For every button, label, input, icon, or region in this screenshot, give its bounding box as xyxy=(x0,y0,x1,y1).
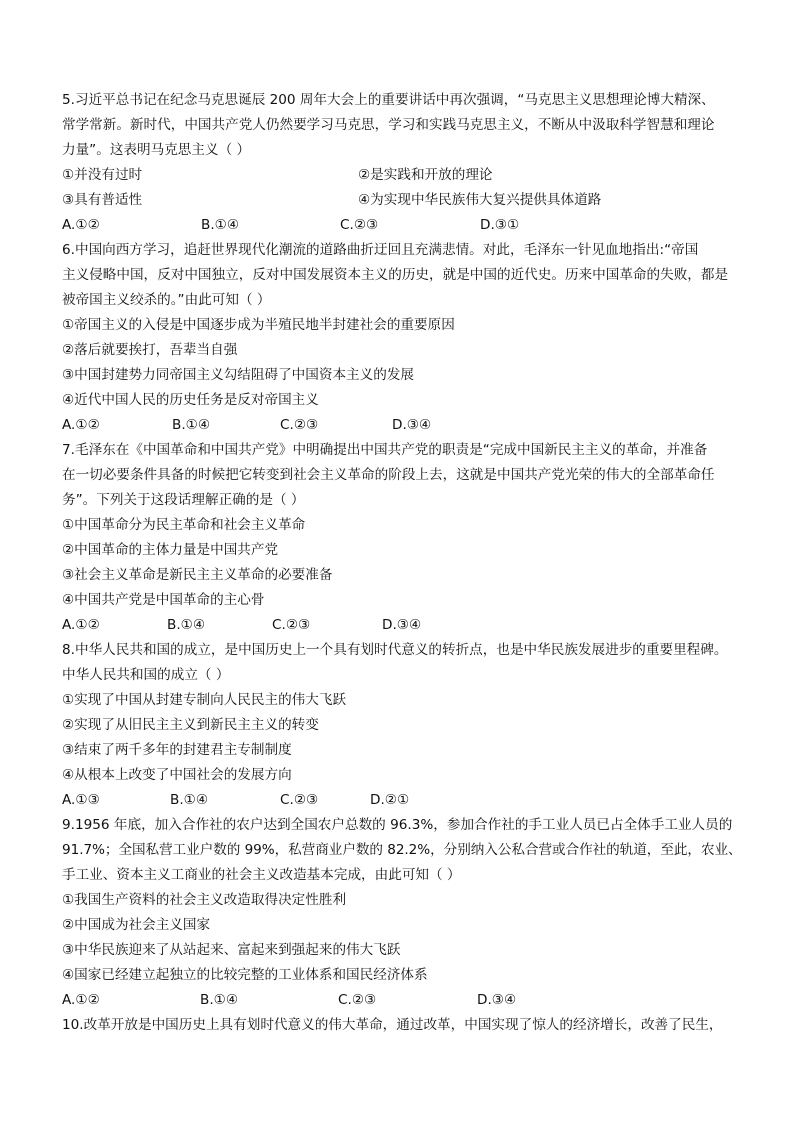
question-8 xyxy=(62,638,742,813)
answer-d: D.③① xyxy=(480,217,520,233)
question-stem-line: 务”。下列关于这段话理解正确的是（ ） xyxy=(62,492,305,508)
answer-d: D.③④ xyxy=(477,992,517,1008)
option-2: ②是实践和开放的理论 xyxy=(358,167,493,183)
answer-b: B.①④ xyxy=(170,792,209,808)
answer-a: A.①② xyxy=(62,217,100,233)
answer-b: B.①④ xyxy=(200,992,239,1008)
option-1: ①我国生产资料的社会主义改造取得决定性胜利 xyxy=(62,892,347,908)
question-stem-line: 常学常新。新时代，中国共产党人仍然要学习马克思，学习和实践马克思主义，不断从中汲取科学智慧和理论 xyxy=(62,117,715,133)
answer-choices xyxy=(62,413,742,438)
question-stem-line: 被帝国主义绞杀的。”由此可知（ ） xyxy=(62,292,271,308)
option-4: ④近代中国人民的历史任务是反对帝国主义 xyxy=(62,392,319,408)
answer-choices xyxy=(62,613,742,638)
answer-a: A.①② xyxy=(62,617,100,633)
question-7 xyxy=(62,438,742,638)
answer-d: D.③④ xyxy=(392,417,432,433)
option-1: ①中国革命分为民主革命和社会主义革命 xyxy=(62,517,306,533)
option-2: ②落后就要挨打，吾辈当自强 xyxy=(62,342,238,358)
option-1: ①并没有过时 xyxy=(62,167,143,183)
option-row xyxy=(62,163,742,188)
option-3: ③中华民族迎来了从站起来、富起来到强起来的伟大飞跃 xyxy=(62,942,401,958)
option-2: ②中国革命的主体力量是中国共产党 xyxy=(62,542,279,558)
answer-b: B.①④ xyxy=(201,217,240,233)
answer-b: B.①④ xyxy=(167,617,206,633)
question-stem-line: 在一切必要条件具备的时候把它转变到社会主义革命的阶段上去，这就是中国共产党光荣的伟大的全部革命任 xyxy=(62,467,715,483)
option-4: ④中国共产党是中国革命的主心骨 xyxy=(62,592,265,608)
answer-d: D.③④ xyxy=(382,617,422,633)
option-3: ③社会主义革命是新民主主义革命的必要准备 xyxy=(62,567,333,583)
question-6 xyxy=(62,238,742,438)
option-2: ②实现了从旧民主主义到新民主主义的转变 xyxy=(62,717,319,733)
question-stem-line: 91.7%；全国私营工业户数的 99%，私营商业户数的 82.2%，分别纳入公私合营或合作社的轨道，至此，农业、 xyxy=(62,842,742,858)
answer-choices xyxy=(62,788,742,813)
answer-c: C.②③ xyxy=(338,992,377,1008)
question-stem-line: 6.中国向西方学习，追赶世界现代化潮流的道路曲折迂回且充满悲情。对此，毛泽东一针见血地指出:“帝国 xyxy=(62,242,699,258)
answer-a: A.①③ xyxy=(62,792,100,808)
option-4: ④为实现中华民族伟大复兴提供具体道路 xyxy=(358,192,602,208)
answer-b: B.①④ xyxy=(172,417,211,433)
option-4: ④国家已经建立起独立的比较完整的工业体系和国民经济体系 xyxy=(62,967,428,983)
answer-c: C.②③ xyxy=(280,792,319,808)
answer-choices xyxy=(62,988,742,1013)
answer-choices xyxy=(62,213,742,238)
question-stem-line: 7.毛泽东在《中国革命和中国共产党》中明确提出中国共产党的职责是“完成中国新民主主义的革命，并准备 xyxy=(62,442,708,458)
question-stem-line: 10.改革开放是中国历史上具有划时代意义的伟大革命，通过改革，中国实现了惊人的经济增长，改善了民生， xyxy=(62,1017,723,1033)
question-5 xyxy=(62,88,742,238)
question-stem-line: 力量”。这表明马克思主义（ ） xyxy=(62,142,251,158)
answer-a: A.①② xyxy=(62,992,100,1008)
option-3: ③结束了两千多年的封建君主专制制度 xyxy=(62,742,292,758)
question-stem-line: 手工业、资本主义工商业的社会主义改造基本完成，由此可知（ ） xyxy=(62,867,461,883)
question-stem-line: 中华人民共和国的成立（ ） xyxy=(62,667,230,683)
question-stem-line: 主义侵略中国，反对中国独立，反对中国发展资本主义的历史，就是中国的近代史。历来中国革命的失败，都是 xyxy=(62,267,729,283)
option-4: ④从根本上改变了中国社会的发展方向 xyxy=(62,767,292,783)
question-stem-line: 5.习近平总书记在纪念马克思诞辰 200 周年大会上的重要讲话中再次强调，“马克思主义思想理论博大精深、 xyxy=(62,92,715,108)
answer-c: C.②③ xyxy=(272,617,311,633)
option-1: ①实现了中国从封建专制向人民民主的伟大飞跃 xyxy=(62,692,347,708)
option-1: ①帝国主义的入侵是中国逐步成为半殖民地半封建社会的重要原因 xyxy=(62,317,455,333)
question-10 xyxy=(62,1013,742,1038)
answer-a: A.①② xyxy=(62,417,100,433)
answer-d: D.②① xyxy=(370,792,410,808)
option-3: ③具有普适性 xyxy=(62,192,143,208)
answer-c: C.②③ xyxy=(340,217,379,233)
option-2: ②中国成为社会主义国家 xyxy=(62,917,211,933)
question-stem-line: 9.1956 年底，加入合作社的农户达到全国农户总数的 96.3%，参加合作社的手工业人员已占全体手工业人员的 xyxy=(62,817,733,833)
question-stem-line: 8.中华人民共和国的成立，是中国历史上一个具有划时代意义的转折点，也是中华民族发展进步的重要里程碑。 xyxy=(62,642,728,658)
answer-c: C.②③ xyxy=(280,417,319,433)
question-9 xyxy=(62,813,742,1013)
exam-page xyxy=(62,88,742,1038)
option-3: ③中国封建势力同帝国主义勾结阻碍了中国资本主义的发展 xyxy=(62,367,415,383)
option-row xyxy=(62,188,742,213)
